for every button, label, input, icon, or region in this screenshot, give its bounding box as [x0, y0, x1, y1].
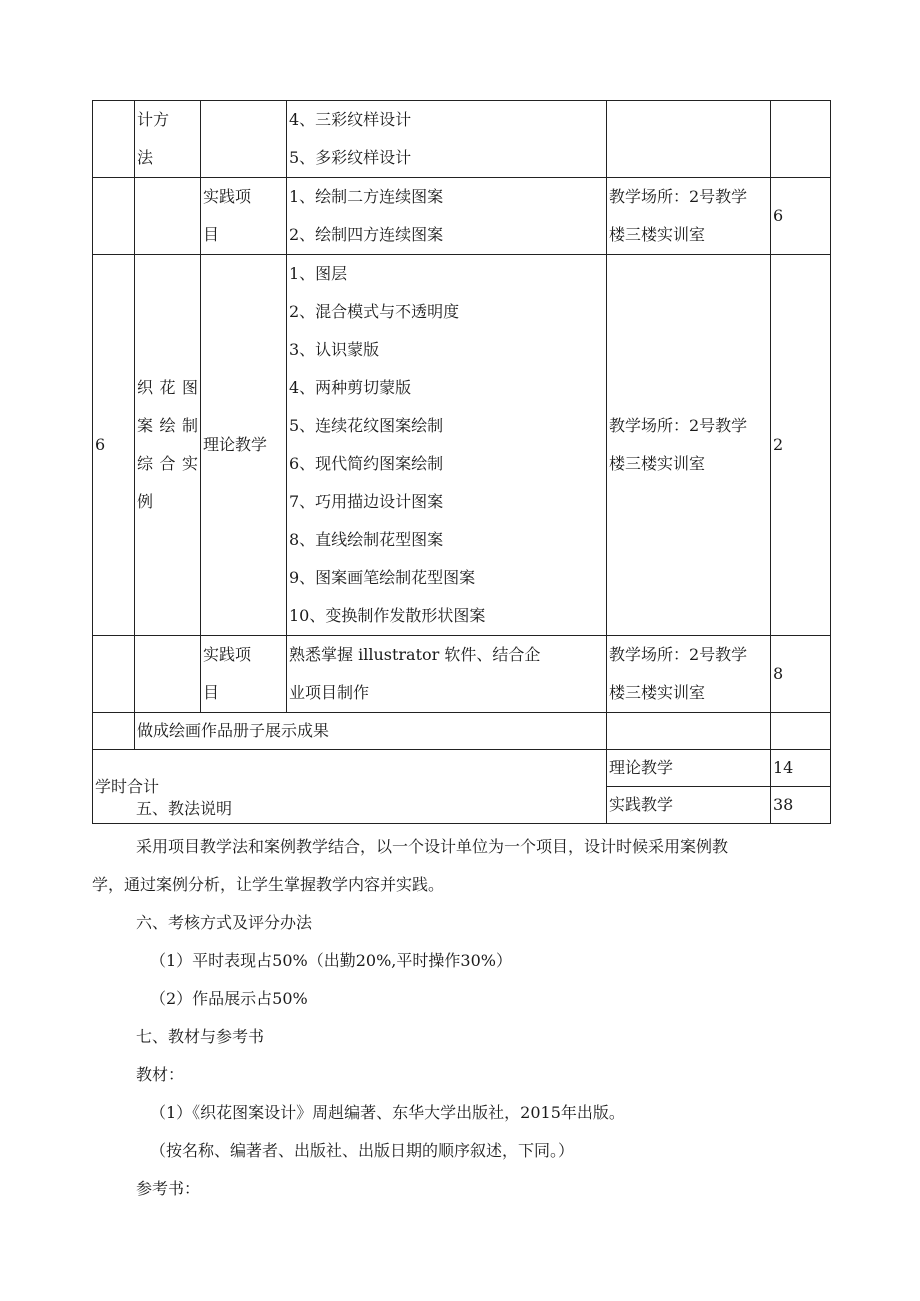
table-row-total-theory — [93, 750, 831, 787]
cell-type: 实践项 目 — [201, 636, 287, 713]
cell-practice-label: 实践教学 — [607, 787, 771, 824]
cell-content: 熟悉掌握 illustrator 软件、结合企 业项目制作 — [287, 636, 607, 713]
cell-summary: 做成绘画作品册子展示成果 — [135, 713, 607, 750]
section-5-title: 五、教法说明 — [136, 799, 233, 818]
cell-hours: 2 — [771, 255, 831, 636]
table-row — [93, 255, 831, 636]
cell-practice-hours: 38 — [771, 787, 831, 824]
cell-content: 4、三彩纹样设计 5、多彩纹样设计 — [287, 101, 607, 178]
cell-hours: 8 — [771, 636, 831, 713]
cell-type — [201, 101, 287, 178]
cell-title: 计方 法 — [135, 101, 201, 178]
table-row — [93, 713, 831, 750]
cell-type: 实践项 目 — [201, 178, 287, 255]
cell-number: 6 — [93, 255, 135, 636]
table-row — [93, 636, 831, 713]
cell-title — [135, 178, 201, 255]
cell-content: 1、绘制二方连续图案 2、绘制四方连续图案 — [287, 178, 607, 255]
cell-theory-label: 理论教学 — [607, 750, 771, 787]
section-7-reference-label: 参考书： — [136, 1179, 201, 1198]
section-6-item-1: （1）平时表现占50%（出勤20%,平时操作30%） — [150, 951, 512, 970]
cell-location — [607, 101, 771, 178]
section-7-note: （按名称、编著者、出版社、出版日期的顺序叙述，下同。） — [150, 1141, 575, 1160]
cell-number — [93, 101, 135, 178]
cell-title: 织 花 图 案 绘 制 综 合 实 例 — [135, 255, 201, 636]
cell-total-label: 学时合计 — [93, 750, 607, 824]
cell-hours — [771, 101, 831, 178]
cell-location: 教学场所：2号教学 楼三楼实训室 — [607, 636, 771, 713]
section-7-title: 七、教材与参考书 — [136, 1027, 265, 1046]
section-7-textbook-item-1: （1）《织花图案设计》周赳编著、东华大学出版社，2015年出版。 — [150, 1103, 625, 1122]
cell-location — [607, 713, 771, 750]
cell-hours — [771, 713, 831, 750]
cell-hours: 6 — [771, 178, 831, 255]
cell-location: 教学场所：2号教学 楼三楼实训室 — [607, 255, 771, 636]
cell-type: 理论教学 — [201, 255, 287, 636]
section-5-paragraph-line1: 采用项目教学法和案例教学结合，以一个设计单位为一个项目，设计时候采用案例教 — [136, 837, 729, 856]
table-row — [93, 101, 831, 178]
cell-number — [93, 713, 135, 750]
cell-location: 教学场所：2号教学 楼三楼实训室 — [607, 178, 771, 255]
cell-number — [93, 636, 135, 713]
section-6-item-2: （2）作品展示占50% — [150, 989, 308, 1008]
section-5-paragraph-line2: 学，通过案例分析，让学生掌握教学内容并实践。 — [92, 875, 445, 894]
cell-theory-hours: 14 — [771, 750, 831, 787]
section-7-textbook-label: 教材： — [136, 1065, 185, 1084]
cell-number — [93, 178, 135, 255]
course-schedule-table — [92, 100, 831, 824]
cell-content: 1、图层 2、混合模式与不透明度 3、认识蒙版 4、两种剪切蒙版 5、连续花纹图案绘制 6、现代简约图案绘制 7、巧用描边设计图案 8、直线绘制花型图案 9、图案画笔绘制花型图案 10、变换制作发散形状图案 — [287, 255, 607, 636]
table-row — [93, 178, 831, 255]
cell-title — [135, 636, 201, 713]
section-6-title: 六、考核方式及评分办法 — [136, 913, 313, 932]
